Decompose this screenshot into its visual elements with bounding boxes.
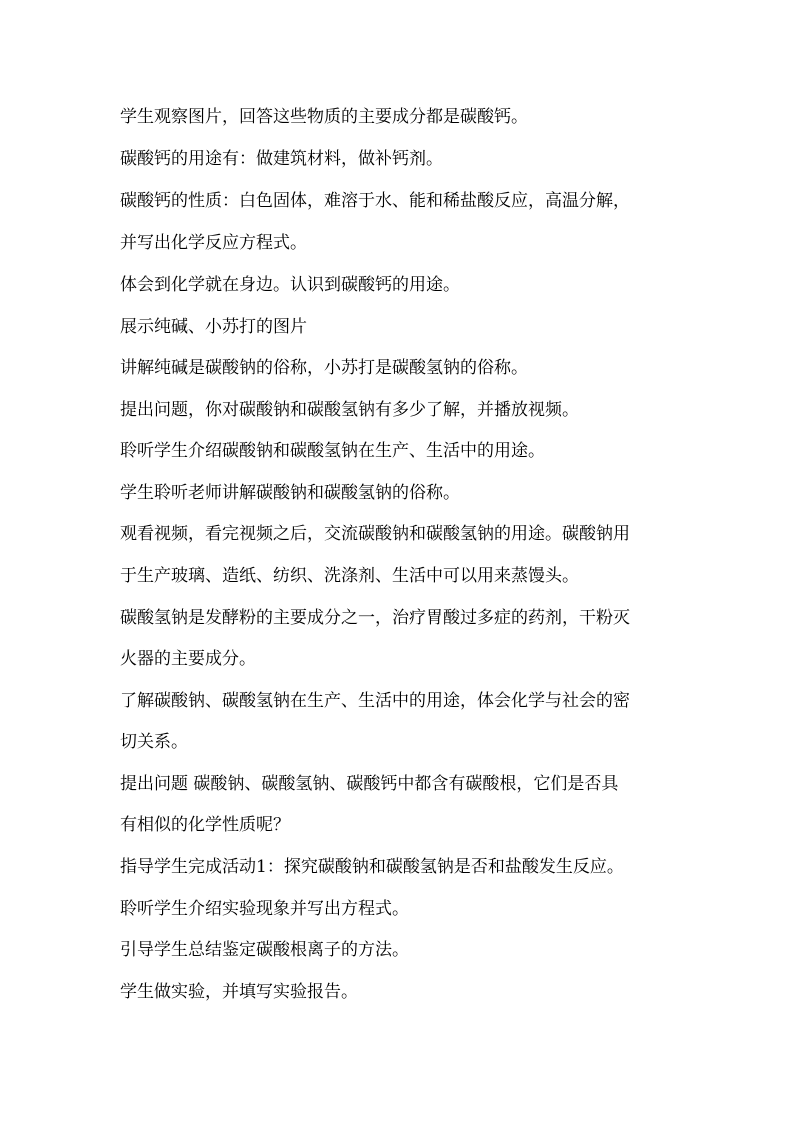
text-line: 有相似的化学性质呢？ <box>120 815 290 835</box>
text-line: 切关系。 <box>120 732 188 752</box>
text-line: 碳酸氢钠是发酵粉的主要成分之一，治疗胃酸过多症的药剂，干粉灭 <box>120 608 630 628</box>
text-line: 体会到化学就在身边。认识到碳酸钙的用途。 <box>120 275 460 295</box>
text-line: 火器的主要成分。 <box>120 649 256 669</box>
text-line: 于生产玻璃、造纸、纺织、洗涤剂、生活中可以用来蒸馒头。 <box>120 566 579 586</box>
text-line: 学生观察图片，回答这些物质的主要成分都是碳酸钙。 <box>120 107 528 127</box>
text-line: 展示纯碱、小苏打的图片 <box>120 317 307 337</box>
text-line: 引导学生总结鉴定碳酸根离子的方法。 <box>120 940 409 960</box>
text-line: 碳酸钙的性质：白色固体，难溶于水、能和稀盐酸反应，高温分解， <box>120 191 630 211</box>
text-line: 并写出化学反应方程式。 <box>120 233 307 253</box>
text-line: 提出问题，你对碳酸钠和碳酸氢钠有多少了解，并播放视频。 <box>120 400 579 420</box>
text-line: 学生聆听老师讲解碳酸钠和碳酸氢钠的俗称。 <box>120 483 460 503</box>
text-line: 碳酸钙的用途有：做建筑材料，做补钙剂。 <box>120 149 443 169</box>
text-line: 学生做实验，并填写实验报告。 <box>120 982 358 1002</box>
text-line: 观看视频，看完视频之后，交流碳酸钠和碳酸氢钠的用途。碳酸钠用 <box>120 524 630 544</box>
text-line: 讲解纯碱是碳酸钠的俗称，小苏打是碳酸氢钠的俗称。 <box>120 358 528 378</box>
text-line: 聆听学生介绍实验现象并写出方程式。 <box>120 899 409 919</box>
text-line: 了解碳酸钠、碳酸氢钠在生产、生活中的用途，体会化学与社会的密 <box>120 691 630 711</box>
text-line: 提出问题 碳酸钠、碳酸氢钠、碳酸钙中都含有碳酸根，它们是否具 <box>120 774 619 794</box>
text-line: 聆听学生介绍碳酸钠和碳酸氢钠在生产、生活中的用途。 <box>120 441 545 461</box>
text-line: 指导学生完成活动1：探究碳酸钠和碳酸氢钠是否和盐酸发生反应。 <box>120 857 624 877</box>
